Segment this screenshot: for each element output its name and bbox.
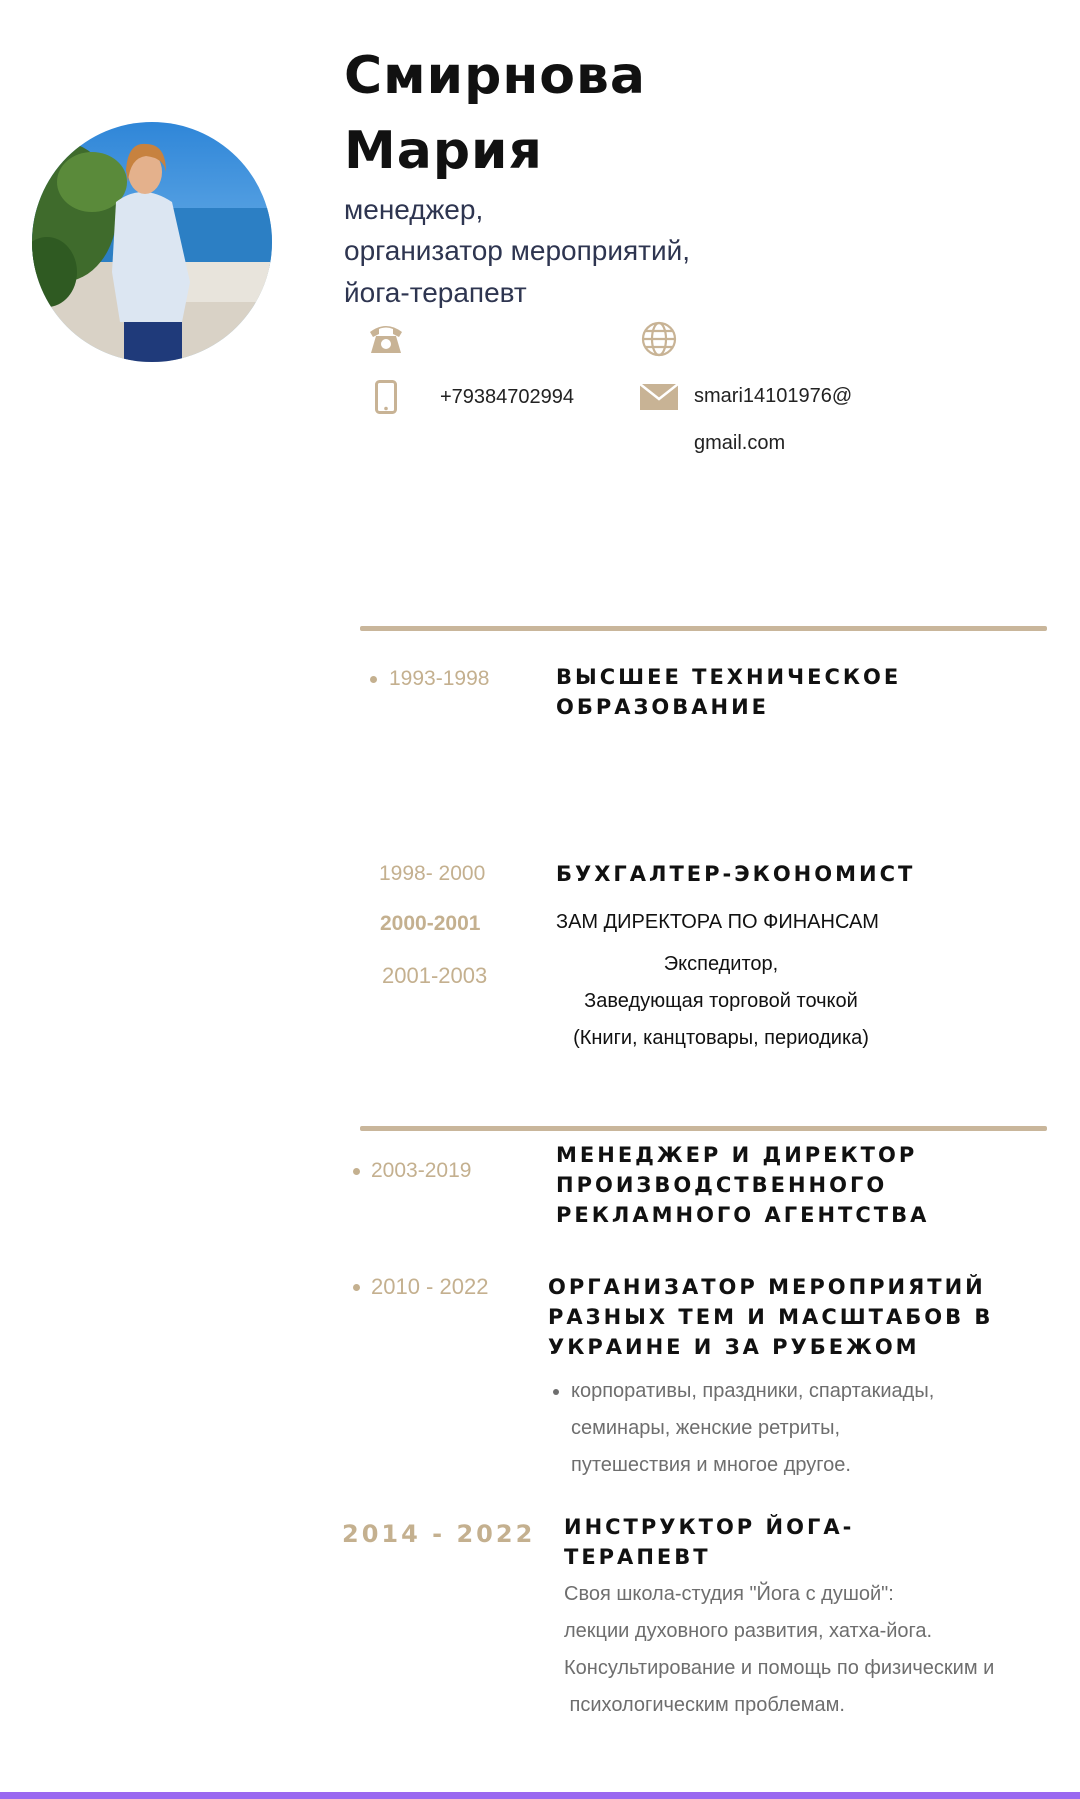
- first-name: Мария: [344, 121, 543, 181]
- email-address-line1[interactable]: smari14101976@: [694, 385, 853, 407]
- job-description: [556, 946, 886, 1057]
- job-title: [548, 1272, 993, 1362]
- timeline-bullet: [353, 1168, 360, 1175]
- job-title-line: ОРГАНИЗАТОР МЕРОПРИЯТИЙ: [548, 1275, 986, 1299]
- job-years: 2010 - 2022: [371, 1274, 489, 1299]
- job-years: 1998- 2000: [379, 862, 486, 885]
- section-divider: [360, 626, 1047, 631]
- education-title-line: ВЫСШЕЕ ТЕХНИЧЕСКОЕ: [556, 665, 902, 689]
- job-details: [571, 1373, 934, 1484]
- timeline-bullet: [353, 1284, 360, 1291]
- job-details-line: Своя школа-студия "Йога с душой":: [564, 1583, 894, 1605]
- job-title: [564, 1512, 854, 1572]
- job-description-line: Экспедитор,: [663, 953, 779, 975]
- job-title-line: УКРАИНЕ И ЗА РУБЕЖОМ: [548, 1335, 920, 1359]
- education-title: [556, 662, 901, 722]
- telephone-icon: [366, 320, 406, 356]
- job-title-line: РАЗНЫХ ТЕМ И МАСШТАБОВ В: [548, 1305, 994, 1329]
- envelope-icon: [640, 384, 678, 410]
- timeline-bullet: [370, 676, 377, 683]
- job-description-line: Заведующая торговой точкой: [584, 990, 858, 1012]
- job-details-line: Консультирование и помощь по физическим и: [564, 1657, 995, 1679]
- education-title-line: ОБРАЗОВАНИЕ: [556, 695, 770, 719]
- education-years: 1993-1998: [389, 667, 490, 690]
- job-years: 2001-2003: [382, 963, 488, 988]
- job-years: 2000-2001: [380, 912, 481, 935]
- avatar: [32, 122, 272, 362]
- phone-number[interactable]: +79384702994: [440, 386, 575, 408]
- globe-icon: [640, 320, 678, 358]
- last-name: Смирнова: [344, 46, 646, 106]
- job-details-line: психологическим проблемам.: [564, 1694, 845, 1716]
- job-years: 2003-2019: [371, 1159, 472, 1182]
- job-title-line: РЕКЛАМНОГО АГЕНТСТВА: [556, 1203, 930, 1227]
- job-title: БУХГАЛТЕР-ЭКОНОМИСТ: [556, 862, 916, 886]
- photo-portrait-icon: [32, 122, 272, 362]
- job-title: ЗАМ ДИРЕКТОРА ПО ФИНАНСАМ: [556, 911, 879, 933]
- email-address-line2[interactable]: gmail.com: [694, 432, 786, 454]
- job-years: 2014 - 2022: [342, 1520, 536, 1548]
- section-divider: [360, 1126, 1047, 1131]
- job-description-line: (Книги, канцтовары, периодика): [573, 1027, 869, 1049]
- job-details-line: лекции духовного развития, хатха-йога.: [564, 1620, 933, 1642]
- role-line: йога-терапевт: [344, 277, 527, 308]
- mobile-phone-icon: [375, 380, 397, 414]
- detail-bullet: [553, 1389, 559, 1395]
- job-title-line: ИНСТРУКТОР ЙОГА-: [564, 1515, 855, 1539]
- job-title-line: ТЕРАПЕВТ: [564, 1545, 711, 1569]
- job-details: [564, 1576, 994, 1724]
- job-title: [556, 1140, 929, 1230]
- job-details-line: путешествия и многое другое.: [571, 1454, 851, 1476]
- role-line: организатор мероприятий,: [344, 235, 691, 266]
- bottom-accent-bar: [0, 1792, 1080, 1799]
- job-title-line: ПРОИЗВОДСТВЕННОГО: [556, 1173, 888, 1197]
- job-title-line: МЕНЕДЖЕР И ДИРЕКТОР: [556, 1143, 918, 1167]
- job-details-line: корпоративы, праздники, спартакиады,: [571, 1380, 935, 1402]
- role-line: менеджер,: [344, 194, 484, 225]
- job-details-line: семинары, женские ретриты,: [571, 1417, 841, 1439]
